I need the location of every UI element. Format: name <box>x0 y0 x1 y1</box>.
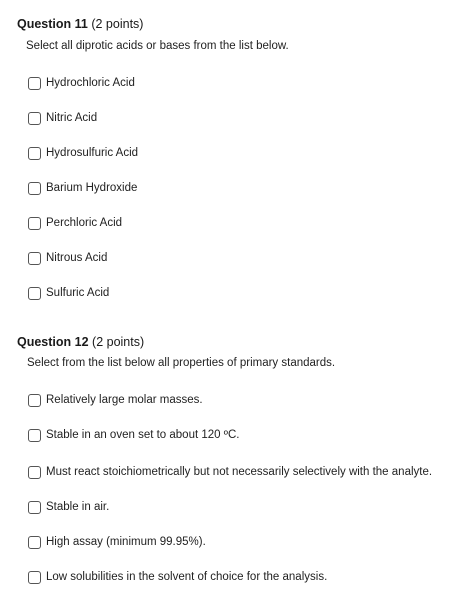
option-hydrosulfuric-acid[interactable] <box>28 144 138 162</box>
checkbox[interactable] <box>28 287 41 300</box>
checkbox[interactable] <box>28 571 41 584</box>
checkbox[interactable] <box>28 394 41 407</box>
question-title: Question 12 <box>17 335 89 349</box>
question-title: Question 11 <box>17 17 88 31</box>
option-label: Stable in an oven set to about 120 ºC. <box>46 428 240 441</box>
option-label: Hydrochloric Acid <box>46 76 135 89</box>
option-label: Low solubilities in the solvent of choice for the analysis. <box>46 570 328 583</box>
checkbox[interactable] <box>28 77 41 90</box>
option-high-assay[interactable] <box>28 533 206 551</box>
checkbox[interactable] <box>28 147 41 160</box>
question-prompt: Select from the list below all properties of primary standards. <box>27 357 336 369</box>
question-points: (2 points) <box>92 335 145 349</box>
checkbox[interactable] <box>28 252 41 265</box>
option-react-stoichiometrically[interactable] <box>28 463 432 481</box>
option-label: Relatively large molar masses. <box>46 393 203 406</box>
option-perchloric-acid[interactable] <box>28 214 122 232</box>
option-label: Must react stoichiometrically but not necessarily selectively with the analyte. <box>46 465 433 478</box>
question-points: (2 points) <box>91 17 144 31</box>
option-hydrochloric-acid[interactable] <box>28 74 135 92</box>
option-sulfuric-acid[interactable] <box>28 284 109 302</box>
option-stable-in-air[interactable] <box>28 498 109 516</box>
option-label: Perchloric Acid <box>46 216 123 229</box>
option-label: Sulfuric Acid <box>46 286 110 299</box>
checkbox[interactable] <box>28 182 41 195</box>
option-nitric-acid[interactable] <box>28 109 97 127</box>
option-low-solubilities[interactable] <box>28 568 327 586</box>
checkbox[interactable] <box>28 501 41 514</box>
question-prompt: Select all diprotic acids or bases from the list below. <box>26 40 289 52</box>
checkbox[interactable] <box>28 217 41 230</box>
checkbox[interactable] <box>28 429 41 442</box>
checkbox[interactable] <box>28 466 41 479</box>
option-label: High assay (minimum 99.95%). <box>46 535 206 548</box>
option-label: Barium Hydroxide <box>46 181 138 194</box>
option-label: Stable in air. <box>46 500 110 513</box>
option-label: Nitric Acid <box>46 111 98 124</box>
checkbox[interactable] <box>28 112 41 125</box>
option-nitrous-acid[interactable] <box>28 249 107 267</box>
checkbox[interactable] <box>28 536 41 549</box>
option-stable-in-oven[interactable] <box>28 426 239 444</box>
question-header <box>17 16 143 32</box>
option-barium-hydroxide[interactable] <box>28 179 137 197</box>
option-label: Hydrosulfuric Acid <box>46 146 139 159</box>
option-label: Nitrous Acid <box>46 251 108 264</box>
option-large-molar-masses[interactable] <box>28 391 203 409</box>
question-header <box>17 334 144 350</box>
